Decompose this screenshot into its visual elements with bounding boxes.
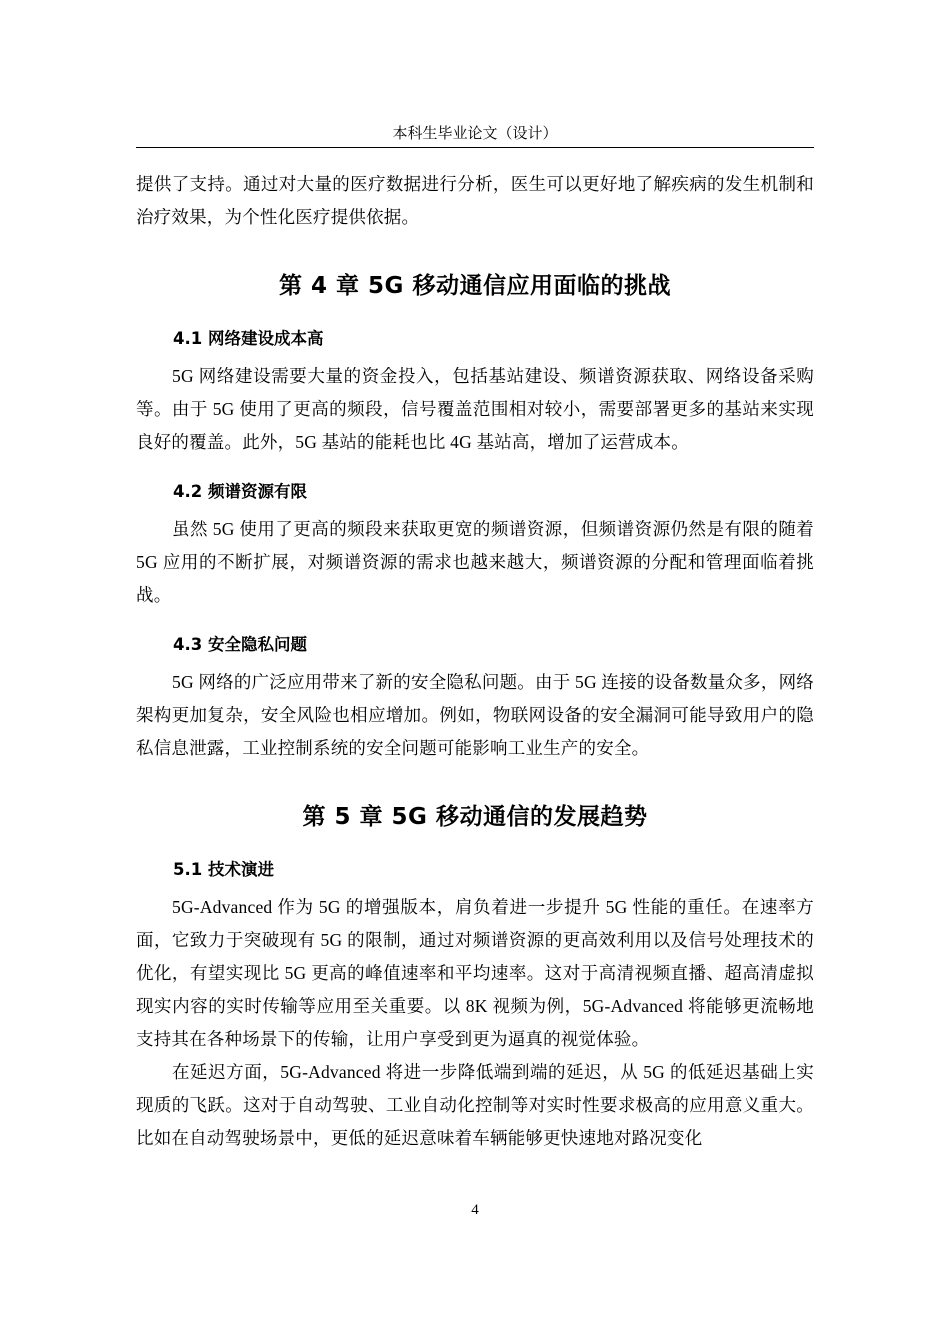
section-5-1-paragraph-2: 在延迟方面，5G-Advanced 将进一步降低端到端的延迟，从 5G 的低延迟基础上实现质的飞跃。这对于自动驾驶、工业自动化控制等对实时性要求极高的应用意义重大。比如在自动驾驶场景中，更低的延迟意味着车辆能够更快速地对路况变化: [136, 1062, 814, 1148]
chapter-5-title: 第 5 章 5G 移动通信的发展趋势: [302, 804, 648, 830]
document-body: [136, 168, 814, 1155]
section-4-1-paragraph: 5G 网络建设需要大量的资金投入，包括基站建设、频谱资源获取、网络设备采购等。由于 5G 使用了更高的频段，信号覆盖范围相对较小，需要部署更多的基站来实现良好的覆盖。此外，5G 基站的能耗也比 4G 基站高，增加了运营成本。: [136, 366, 814, 452]
section-4-2-title: 4.2 频谱资源有限: [173, 482, 307, 501]
section-5-1-paragraph-1: 5G-Advanced 作为 5G 的增强版本，肩负着进一步提升 5G 性能的重任。在速率方面，它致力于突破现有 5G 的限制，通过对频谱资源的更高效利用以及信号处理技术的优化，有望实现比 5G 更高的峰值速率和平均速率。这对于高清视频直播、超高清虚拟现实内容的实时传输等应用至关重要。以 8K 视频为例，5G-Advanced 将能够更流畅地支持其在各种场景下的传输，让用户享受到更为逼真的视觉体验。: [136, 897, 814, 1049]
section-4-3-title: 4.3 安全隐私问题: [173, 635, 307, 654]
section-4-3-paragraph: 5G 网络的广泛应用带来了新的安全隐私问题。由于 5G 连接的设备数量众多，网络架构更加复杂，安全风险也相应增加。例如，物联网设备的安全漏洞可能导致用户的隐私信息泄露，工业控制系统的安全问题可能影响工业生产的安全。: [136, 672, 814, 758]
page-header: 本科生毕业论文（设计）: [392, 126, 558, 142]
continuation-paragraph: 提供了支持。通过对大量的医疗数据进行分析，医生可以更好地了解疾病的发生机制和治疗效果，为个性化医疗提供依据。: [136, 174, 814, 227]
section-4-1-title: 4.1 网络建设成本高: [173, 329, 324, 348]
section-5-1-title: 5.1 技术演进: [173, 860, 274, 879]
header-divider: [136, 147, 814, 148]
chapter-4-title: 第 4 章 5G 移动通信应用面临的挑战: [279, 273, 671, 299]
page-number: 4: [471, 1202, 479, 1218]
section-4-2-paragraph: 虽然 5G 使用了更高的频段来获取更宽的频谱资源，但频谱资源仍然是有限的随着 5G 应用的不断扩展，对频谱资源的需求也越来越大，频谱资源的分配和管理面临着挑战。: [136, 519, 814, 605]
